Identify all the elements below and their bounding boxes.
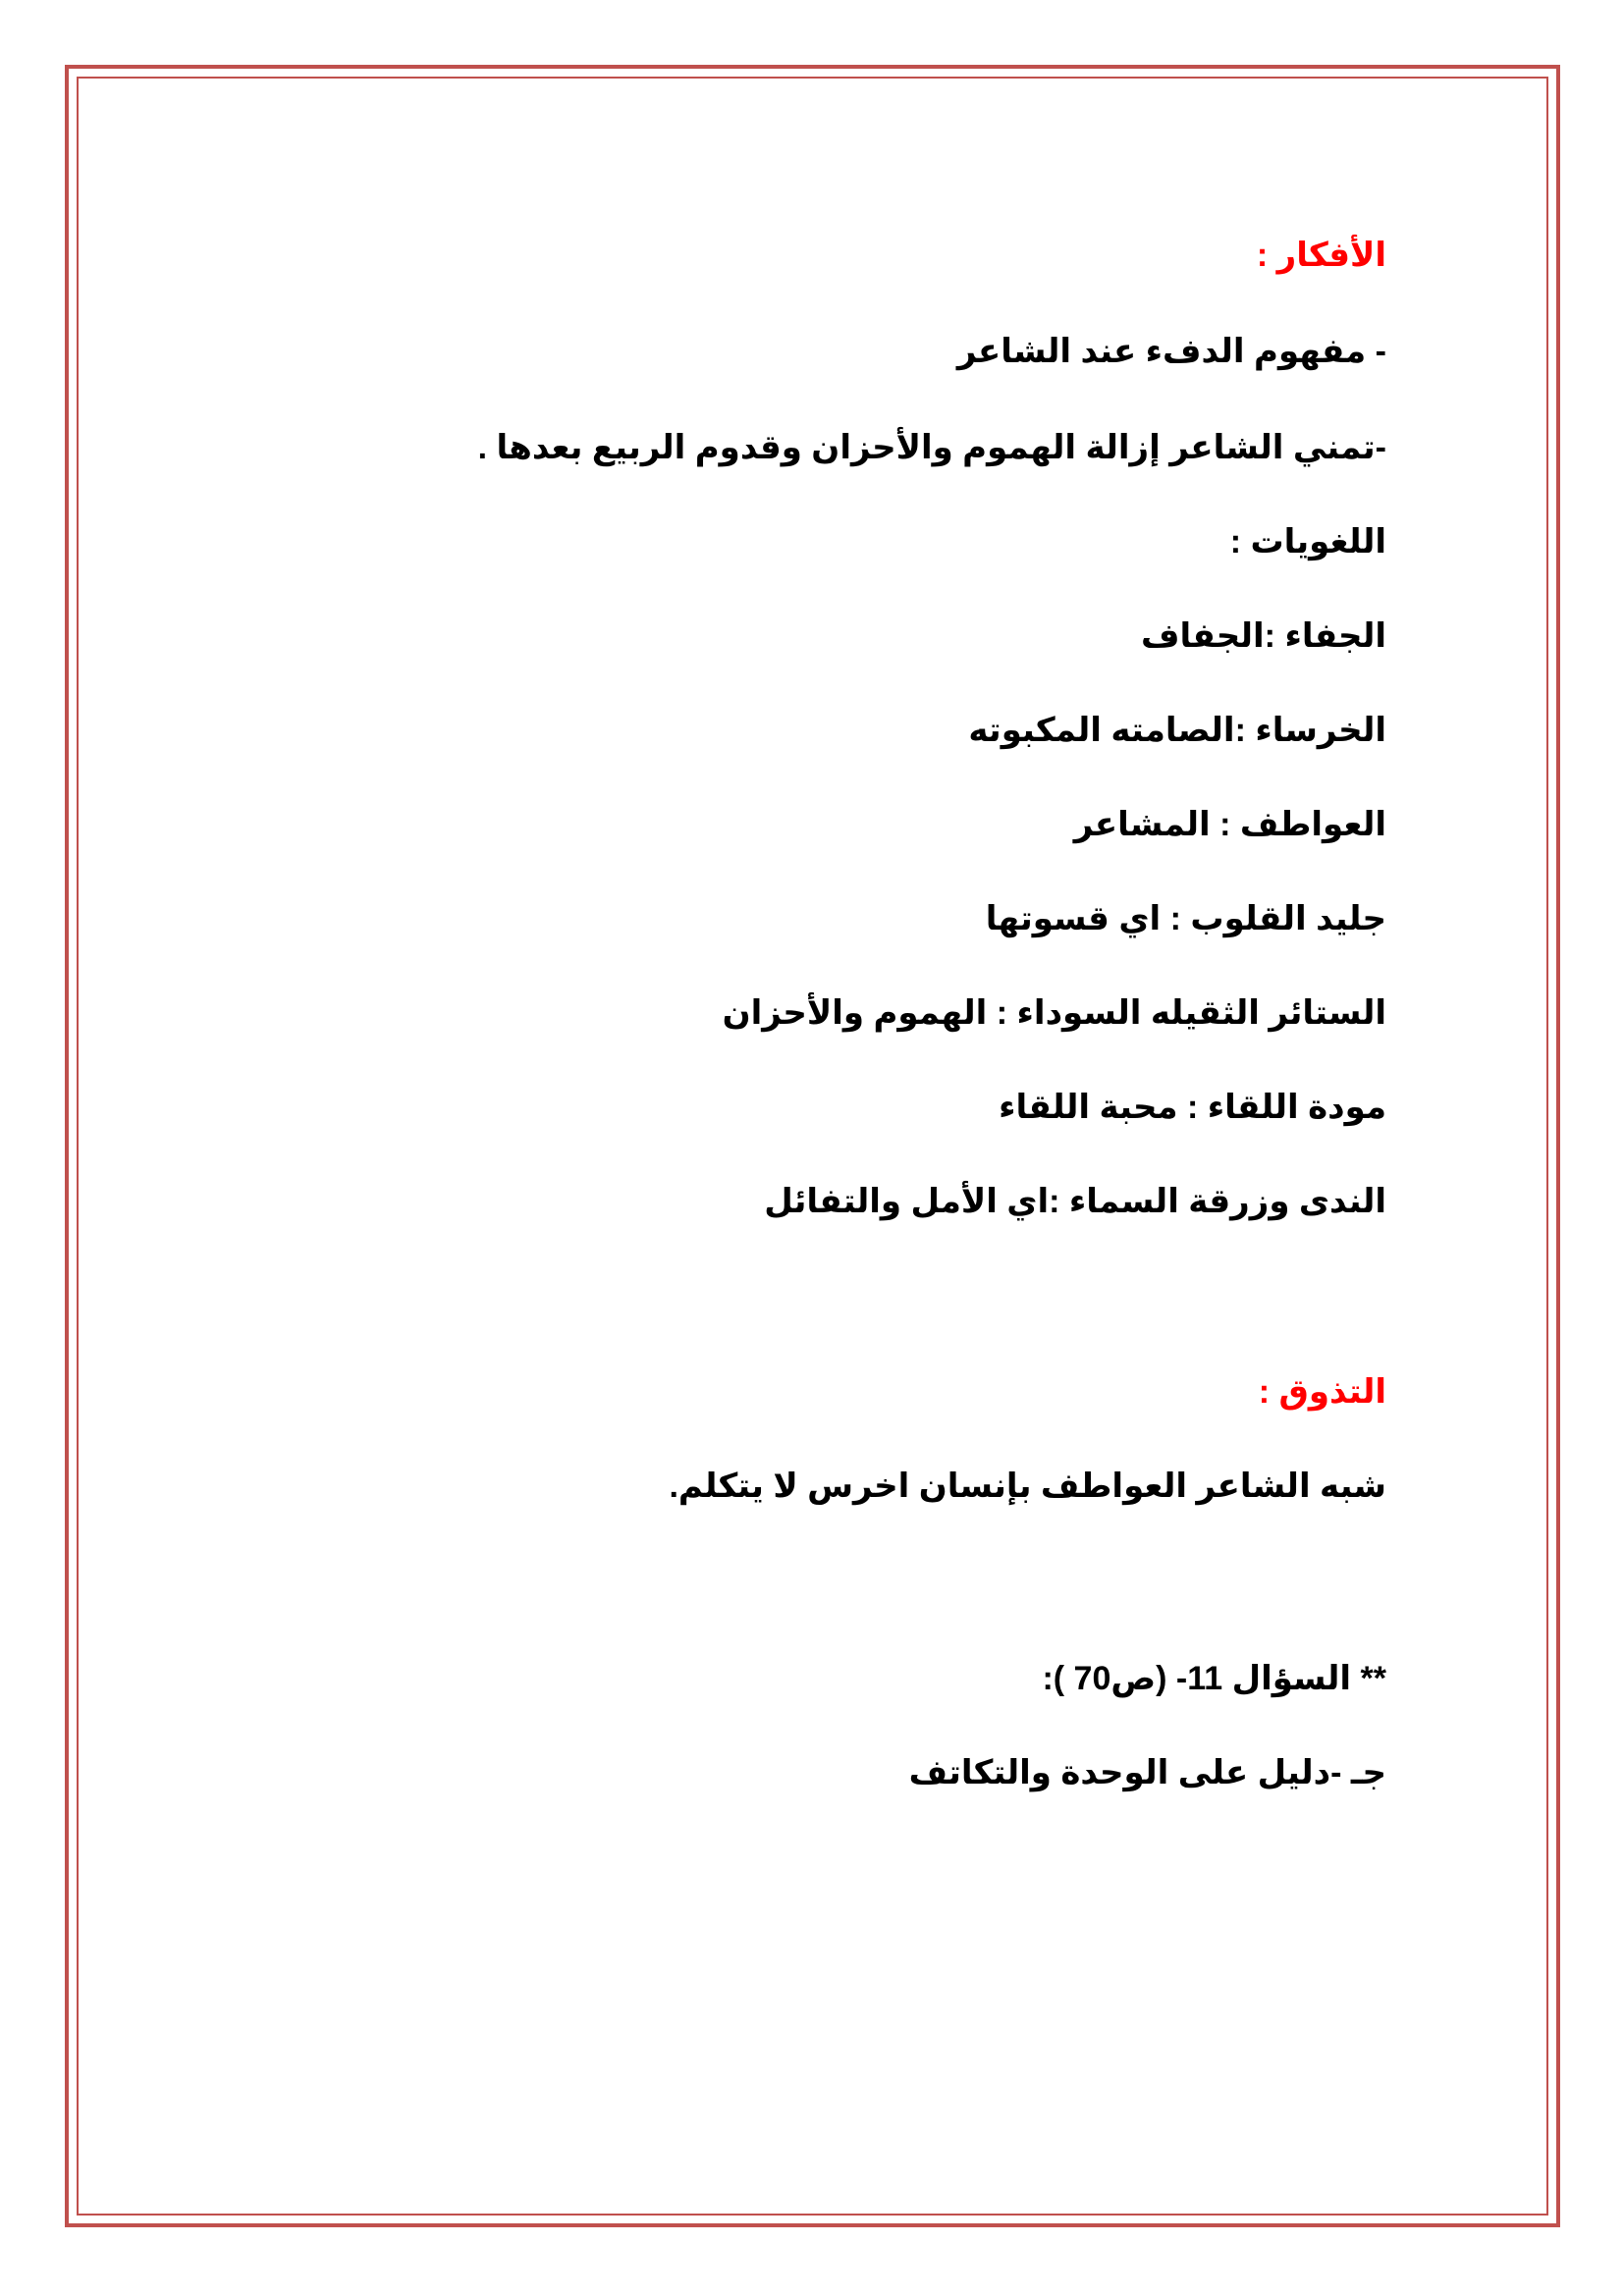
question-title: ** السؤال 11- (ص70 ): [1042, 1660, 1386, 1697]
vocabulary-item-7: الندى وزرقة السماء :اي الأمل والتفائل [764, 1183, 1386, 1220]
idea-item-1: - مفهوم الدفء عند الشاعر [956, 333, 1386, 370]
vocabulary-item-5: الستائر الثقيله السوداء : الهموم والأحزان [722, 994, 1386, 1032]
ideas-heading: الأفكار : [1256, 237, 1386, 274]
appreciation-text: شبه الشاعر العواطف بإنسان اخرس لا يتكلم. [669, 1468, 1386, 1505]
vocabulary-item-4: جليد القلوب : اي قسوتها [985, 900, 1386, 937]
vocabulary-heading: اللغويات : [1229, 523, 1386, 561]
vocabulary-item-6: مودة اللقاء : محبة اللقاء [999, 1089, 1386, 1126]
vocabulary-item-3: العواطف : المشاعر [1073, 806, 1386, 843]
page-border-inner [77, 77, 1548, 2216]
question-answer: جـ -دليل على الوحدة والتكاتف [908, 1754, 1386, 1791]
appreciation-heading: التذوق : [1258, 1373, 1386, 1411]
vocabulary-item-1: الجفاء :الجفاف [1141, 617, 1386, 655]
idea-item-2: -تمني الشاعر إزالة الهموم والأحزان وقدوم الربيع بعدها . [477, 429, 1386, 466]
vocabulary-item-2: الخرساء :الصامته المكبوته [968, 712, 1386, 749]
